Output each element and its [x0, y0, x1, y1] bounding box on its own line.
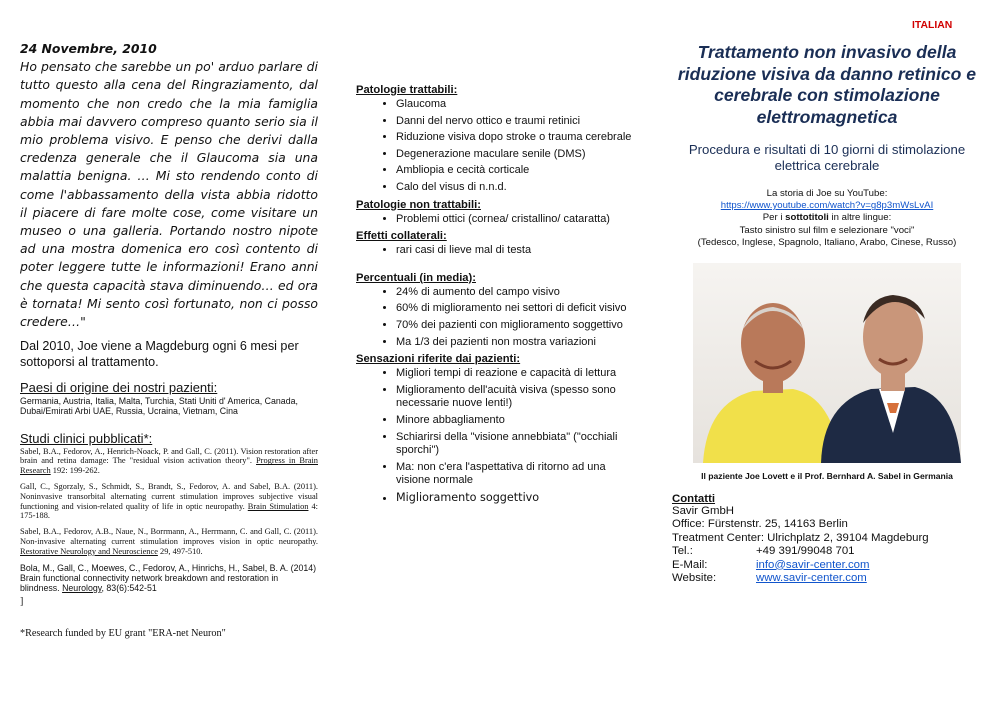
treatable-heading: Patologie trattabili: [356, 84, 458, 96]
list-item: • Calo del visus di n.n.d. [396, 181, 636, 195]
percentages-list [356, 286, 636, 349]
reference-2-journal[interactable]: Brain Stimulation [247, 501, 309, 511]
list-item: • Ma: non c'era l'aspettativa di ritorno ad una visione normale [396, 461, 636, 488]
website-link[interactable]: www.savir-center.com [756, 572, 867, 585]
list-item: • Ma 1/3 dei pazienti non mostra variazioni [396, 336, 636, 350]
contacts-heading: Contatti [672, 493, 716, 506]
countries-list: Germania, Austria, Italia, Malta, Turchia, Stati Uniti d' America, Canada, Dubai/Emirati Arbi UAE, Russia, Ucraina, Vietnam, Cina [20, 396, 298, 417]
phone-row: Tel.: +49 391/99048 701 [672, 545, 855, 558]
office-address: Office: Fürstenstr. 25, 14163 Berlin [672, 518, 848, 531]
list-item: • Degenerazione maculare senile (DMS) [396, 148, 636, 162]
youtube-info: La storia di Joe su YouTube: https://www.youtube.com/watch?v=g8p3mWsLvAI Per i sottotitoli in altre lingue: Tasto sinistro sul film e selezionare "voci" (Tedesco, Inglese, Spagnolo, Italiano, Arabo, Cinese, Russo) [697, 188, 957, 248]
studies-heading: Studi clinici pubblicati*: [20, 430, 153, 446]
reference-3: Sabel, B.A., Fedorov, A.B., Naue, N., Borrmann, A., Herrmann, C. and Gall, C. (2011). Non-invasive alternating current stimulation improves vision in optic neuropathy. Restorative Neurology and Neuroscience 29, 497-510. [20, 527, 318, 556]
sensations-list [356, 367, 636, 504]
reference-2: Gall, C., Sgorzaly, S., Schmidt, S., Brandt, S., Fedorov, A. and Sabel, B.A. (2011). Noninvasive transorbital alternating current stimulation improves subjective visual functioning and vision-related quality of life in optic neuropathy. Brain Stimulation 4: 175-188. [20, 482, 318, 521]
list-item: • Miglioramento dell'acuità visiva (spesso sono necessarie nuove lenti!) [396, 384, 636, 411]
email-row: E-Mail: info@savir-center.com [672, 558, 870, 571]
list-item: • rari casi di lieve mal di testa [396, 244, 636, 258]
treatable-list [356, 98, 636, 195]
countries-heading: Paesi di origine dei nostri pazienti: [20, 380, 218, 396]
photo-illustration [693, 263, 961, 463]
right-column [672, 18, 982, 585]
testimonial-quote [20, 40, 318, 331]
treatment-address: Treatment Center: Ulrichplatz 2, 39104 Magdeburg [672, 531, 929, 544]
left-column [20, 40, 318, 607]
list-item: • Problemi ottici (cornea/ cristallino/ cataratta) [396, 213, 636, 227]
phone-value: +49 391/99048 701 [756, 545, 855, 558]
list-item: • Glaucoma [396, 98, 636, 112]
email-link[interactable]: info@savir-center.com [756, 558, 870, 571]
magdeburg-paragraph: Dal 2010, Joe viene a Magdeburg ogni 6 mesi per sottoporsi al trattamento. [20, 339, 299, 369]
stray-bracket: ] [20, 596, 24, 608]
list-item: • Minore abbagliamento [396, 414, 636, 428]
percentages-heading: Percentuali (in media): [356, 271, 476, 284]
reference-3-journal[interactable]: Restorative Neurology and Neuroscience [20, 546, 158, 556]
list-item: • Miglioramento soggettivo [396, 491, 636, 505]
non-treatable-heading: Patologie non trattabili: [356, 198, 481, 211]
brochure-subtitle: Procedura e risultati di 10 giorni di stimolazione elettrica cerebrale [688, 142, 966, 173]
reference-1-journal[interactable]: Progress in Brain Research [20, 456, 318, 476]
non-treatable-list [356, 213, 636, 227]
reference-4: Bola, M., Gall, C., Moewes, C., Fedorov, A., Hinrichs, H., Sabel, B. A. (2014) Brain functional connectivity network breakdown and restoration in blindness. Neurology, 83(6):542-51 [20, 562, 317, 594]
funding-footnote: *Research funded by EU grant "ERA-net Neuron" [20, 628, 226, 639]
list-item: • Migliori tempi di reazione e capacità di lettura [396, 367, 636, 381]
side-effects-list [356, 244, 636, 258]
quote-date: 24 Novembre, 2010 [20, 41, 157, 56]
sensations-heading: Sensazioni riferite dai pazienti: [356, 353, 521, 366]
side-effects-heading: Effetti collaterali: [356, 230, 447, 243]
quote-text: Ho pensato che sarebbe un po' arduo parlare di tutto questo alla cena del Ringraziamento, dal momento che non credo che la mia famiglia abbia mai davvero compreso quanto serio sia il mio problema visivo. E penso che derivi dalla credenza generale che il Glaucoma sia una malattia benigna. … Mi sto rendendo conto di come l'abbassamento della vista abbia ridotto il piacere di fare molte cose, come visitare un museo o una galleria. Portando nostro nipote ad una mostra domenica ero così contento di poter leggere tutte le informazioni! Erano anni che questa capacità stava diminuendo… ed ora è tornata! Mi sento così fortunato, non ci posso credere…" [20, 59, 318, 330]
list-item: • 70% dei pazienti con miglioramento soggettivo [396, 319, 636, 333]
list-item: • 24% di aumento del campo visivo [396, 286, 636, 300]
company-name: Savir GmbH [672, 505, 735, 518]
reference-1: Sabel, B.A., Fedorov, A., Henrich-Noack, P. and Gall, C. (2011). Vision restoration after brain and retina damage: The "residual vision activation theory". Progress in Brain Research 192: 199-262. [20, 446, 318, 476]
list-item: • Riduzione visiva dopo stroke o trauma cerebrale [396, 131, 636, 145]
list-item: • Danni del nervo ottico e traumi retinici [396, 115, 636, 129]
brochure-title: Trattamento non invasivo della riduzione visiva da danno retinico e cerebrale con stimolazione elettromagnetica [677, 42, 977, 127]
photo-caption: Il paziente Joe Lovett e il Prof. Bernhard A. Sabel in Germania [701, 471, 953, 482]
patient-photo [693, 263, 961, 463]
list-item: • 60% di miglioramento nei settori di deficit visivo [396, 302, 636, 316]
list-item: • Schiarirsi della "visione annebbiata" ("occhiali sporchi") [396, 431, 636, 458]
language-tag: ITALIAN [912, 20, 953, 31]
reference-4-journal[interactable]: Neurology [62, 583, 102, 594]
middle-column [356, 80, 636, 507]
website-row: Website: www.savir-center.com [672, 572, 867, 585]
youtube-link[interactable]: https://www.youtube.com/watch?v=g8p3mWsLvAI [720, 200, 934, 212]
list-item: • Ambliopia e cecità corticale [396, 164, 636, 178]
